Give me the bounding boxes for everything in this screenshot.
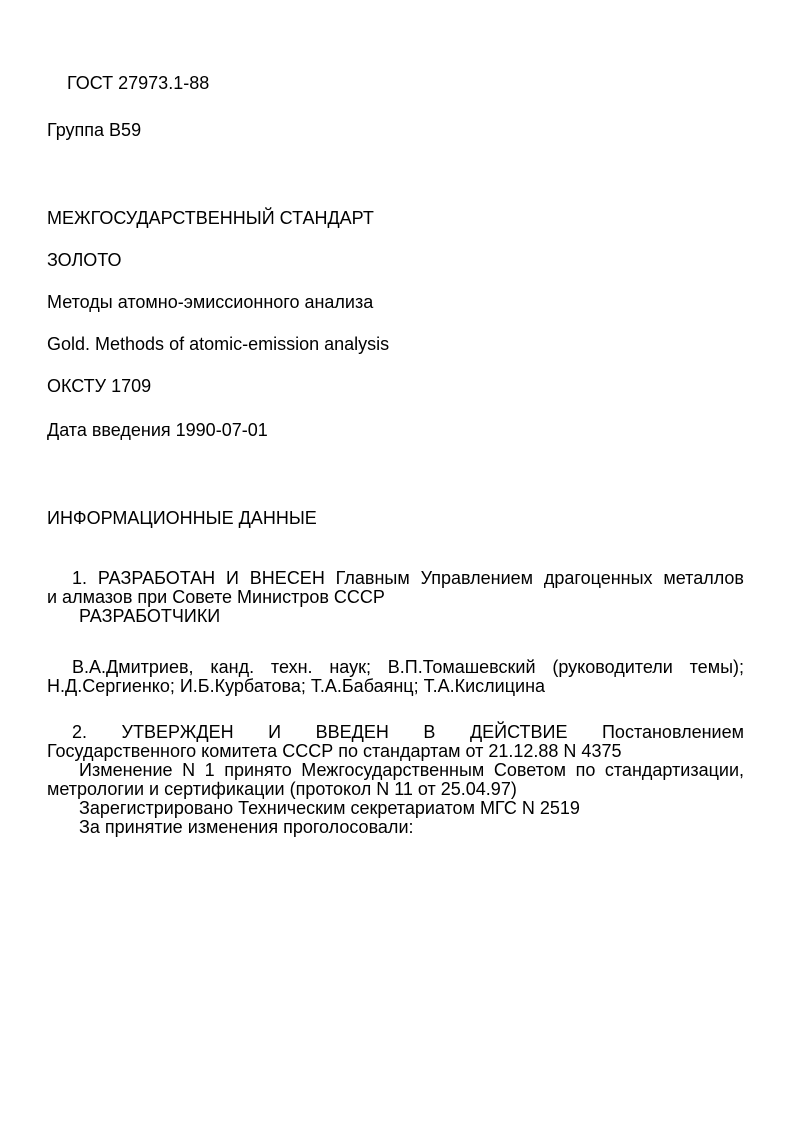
developers-list [47, 658, 744, 696]
document-subject: ЗОЛОТО [47, 250, 122, 270]
item-1-developed-by [47, 569, 744, 626]
item-1-line-1: 1. РАЗРАБОТАН И ВНЕСЕН Главным Управлением драгоценных металлов [72, 568, 744, 588]
title-en: Gold. Methods of atomic-emission analysis [47, 334, 390, 354]
title-ru: Методы атомно-эмиссионного анализа [47, 292, 374, 312]
item-1-line-2: и алмазов при Совете Министров СССР [47, 587, 385, 607]
effective-date: Дата введения 1990-07-01 [47, 420, 268, 440]
developers-line-2: Н.Д.Сергиенко; И.Б.Курбатова; Т.А.Бабаянц; Т.А.Кислицина [47, 676, 546, 696]
developers-heading: РАЗРАБОТЧИКИ [79, 606, 221, 626]
registration-note: Зарегистрировано Техническим секретариатом МГС N 2519 [79, 798, 580, 818]
item-2-line-2: Государственного комитета СССР по стандартам от 21.12.88 N 4375 [47, 741, 622, 761]
gost-number: ГОСТ 27973.1-88 [67, 73, 210, 93]
group-code: Группа В59 [47, 120, 142, 140]
standard-type: МЕЖГОСУДАРСТВЕННЫЙ СТАНДАРТ [47, 208, 374, 228]
amendment-line-2: метрологии и сертификации (протокол N 11 от 25.04.97) [47, 779, 517, 799]
oksu-code: ОКСТУ 1709 [47, 376, 152, 396]
developers-line-1: В.А.Дмитриев, канд. техн. наук; В.П.Томашевский (руководители темы); [72, 657, 744, 677]
item-2-line-1: 2. УТВЕРЖДЕН И ВВЕДЕН В ДЕЙСТВИЕ Постановлением [72, 722, 744, 742]
voting-note: За принятие изменения проголосовали: [79, 817, 414, 837]
amendment-line-1: Изменение N 1 принято Межгосударственным Советом по стандартизации, [79, 760, 744, 780]
info-heading: ИНФОРМАЦИОННЫЕ ДАННЫЕ [47, 508, 317, 528]
item-2-approved [47, 723, 744, 837]
